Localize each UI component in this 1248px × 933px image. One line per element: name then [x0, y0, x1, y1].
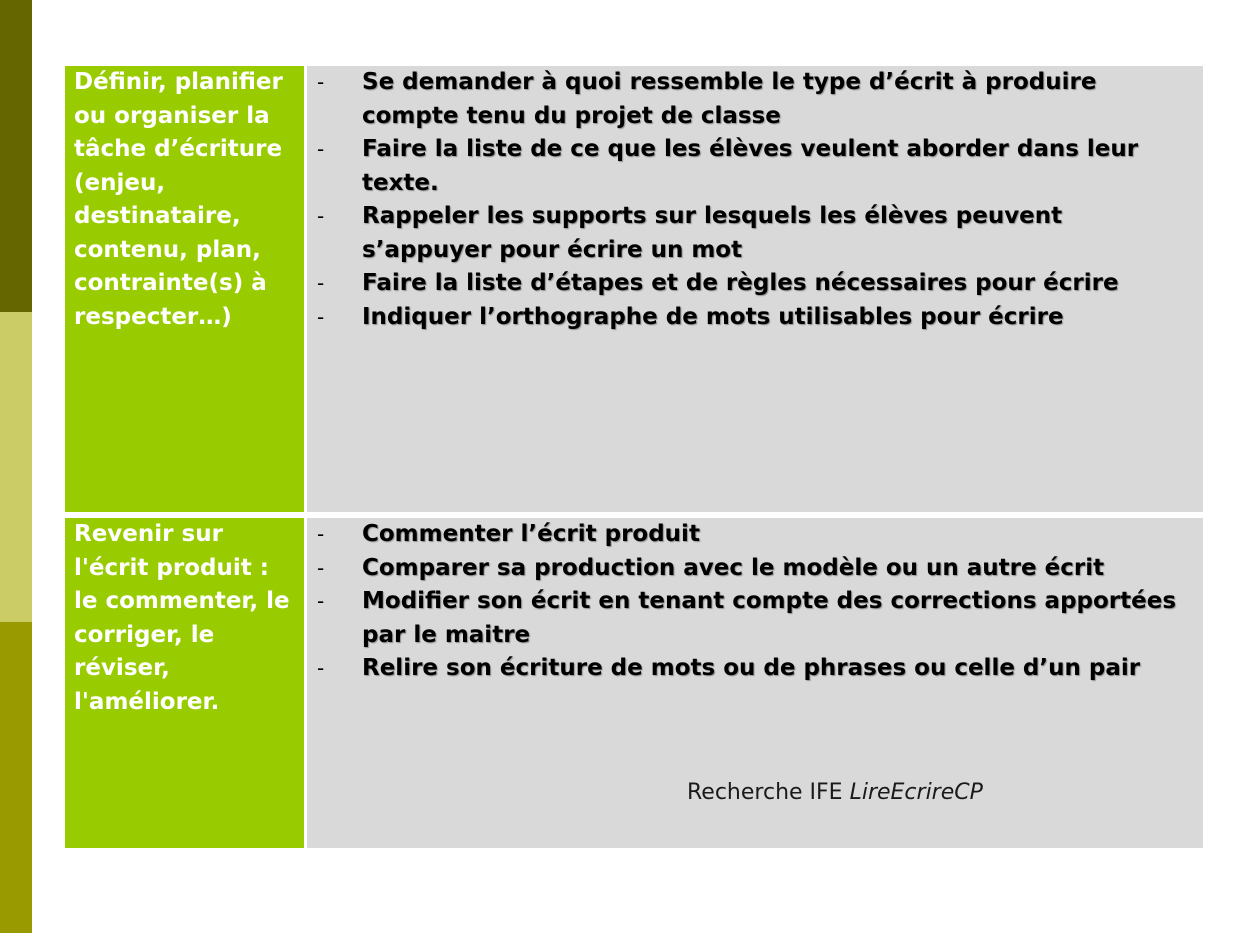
credit-title: LireEcrireCP	[849, 780, 983, 805]
list-item: - Indiquer l’orthographe de mots utilisables pour écrire	[307, 301, 1193, 335]
row-heading: Définir, planifier ou organiser la tâche d’écriture (enjeu, destinataire, contenu, plan, contrainte(s) à respecter…)	[65, 66, 304, 512]
sidebar-accent-middle	[0, 312, 32, 622]
list-item: - Se demander à quoi ressemble le type d’écrit à produire compte tenu du projet de classe	[307, 66, 1193, 133]
activity-table	[65, 66, 1203, 848]
table-row	[65, 66, 1203, 512]
list-item: - Faire la liste de ce que les élèves veulent aborder dans leur texte.	[307, 133, 1193, 200]
list-item: - Modifier son écrit en tenant compte des corrections apportées par le maitre	[307, 585, 1193, 652]
source-credit	[687, 780, 983, 805]
sidebar-accent-top	[0, 0, 32, 312]
sidebar-accent-bottom	[0, 622, 32, 933]
table-row	[65, 518, 1203, 848]
list-item: - Commenter l’écrit produit	[307, 518, 1193, 552]
row-content	[307, 518, 1203, 848]
list-item: - Rappeler les supports sur lesquels les élèves peuvent s’appuyer pour écrire un mot	[307, 200, 1193, 267]
list-item: - Comparer sa production avec le modèle ou un autre écrit	[307, 552, 1193, 586]
list-item: - Faire la liste d’étapes et de règles nécessaires pour écrire	[307, 267, 1193, 301]
item-list	[307, 518, 1193, 686]
credit-prefix: Recherche IFE	[687, 780, 850, 805]
row-heading: Revenir sur l'écrit produit : le commenter, le corriger, le réviser, l'améliorer.	[65, 518, 304, 848]
item-list	[307, 66, 1193, 334]
row-content	[307, 66, 1203, 512]
list-item: - Relire son écriture de mots ou de phrases ou celle d’un pair	[307, 652, 1193, 686]
